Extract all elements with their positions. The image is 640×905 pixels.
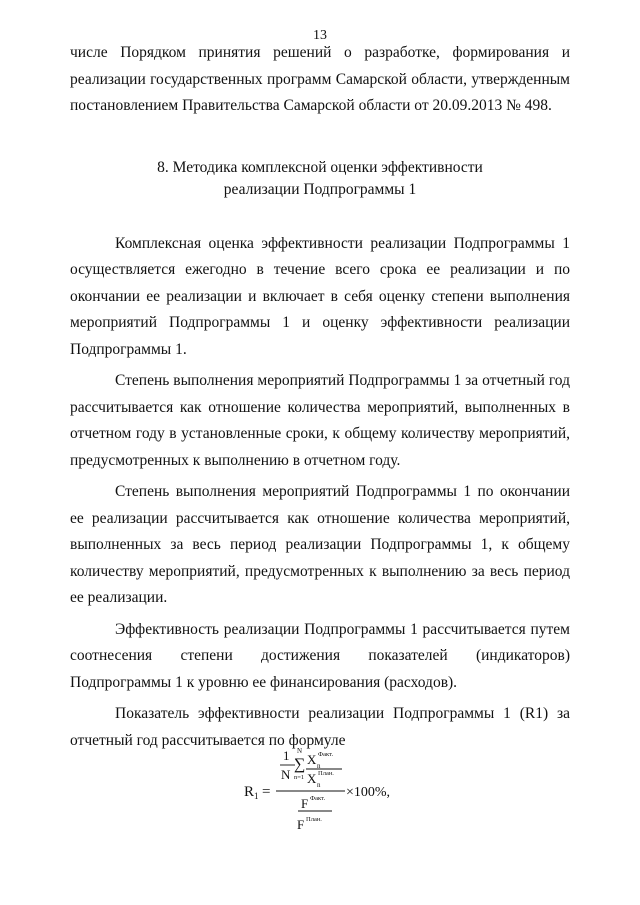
formula-n-sub-1: n	[317, 762, 321, 770]
formula-times-100: ×100%,	[346, 785, 391, 800]
section-heading	[70, 157, 570, 201]
paragraph-complex-assessment: Комплексная оценка эффективности реализации Подпрограммы 1 осуществляется ежегодно в течение всего срока ее реализации и по окончании ее реализации и включает в себя оценку степени выполнения мероприятий Подпрограммы 1 и оценку эффективности реализации Подпрограммы 1.	[70, 234, 570, 358]
formula-N: N	[281, 767, 291, 782]
paragraph-indicator: Показатель эффективности реализации Подпрограммы 1 (R1) за отчетный год рассчитывается по формуле	[70, 705, 570, 749]
formula-svg	[0, 745, 640, 835]
formula-X-plan: X	[307, 771, 317, 786]
paragraph-annual-completion: Степень выполнения мероприятий Подпрограммы 1 за отчетный год рассчитывается как отношение количества мероприятий, выполненных в отчетном году в установленные сроки, к общему количеству мероприятий, предусмотренных к выполнению в отчетном году.	[70, 372, 570, 469]
formula-equals: =	[262, 784, 271, 800]
formula	[0, 745, 640, 840]
section-heading-line-1: 8. Методика комплексной оценки эффективности	[157, 158, 483, 176]
paragraph-continuation: числе Порядком принятия решений о разработке, формирования и реализации государственных программ Самарской области, утвержденным постановлением Правительства Самарской области от 20.09.2013 № 498.	[70, 44, 570, 114]
formula-F-plan: F	[297, 817, 305, 832]
paragraph-efficiency: Эффективность реализации Подпрограммы 1 рассчитывается путем соотнесения степени достижения показателей (индикаторов) Подпрограммы 1 к уровню ее финансирования (расходов).	[70, 620, 570, 691]
sum-lower-limit: n=1	[294, 774, 305, 781]
formula-lhs-sub: 1	[254, 791, 259, 801]
formula-plan-sup-2: План.	[306, 816, 322, 823]
sigma-symbol: ∑	[294, 756, 306, 773]
document-body	[70, 40, 570, 754]
formula-fact-sup-1: Факт.	[318, 751, 334, 758]
formula-fact-sup-2: Факт.	[310, 795, 326, 802]
page-number: 13	[313, 28, 327, 43]
formula-n-sub-2: n	[317, 781, 321, 789]
sum-upper-limit: N	[297, 747, 303, 755]
section-heading-line-2: реализации Подпрограммы 1	[223, 180, 417, 198]
formula-lhs: R	[244, 784, 255, 800]
formula-X-fact: X	[307, 752, 317, 767]
paragraph-final-completion: Степень выполнения мероприятий Подпрограммы 1 по окончании ее реализации рассчитывается как отношение количества мероприятий, выполненных за весь период реализации Подпрограммы 1, к общему количеству мероприятий, предусмотренных к выполнению за весь период ее реализации.	[70, 483, 570, 606]
formula-plan-sup-1: План.	[318, 770, 334, 777]
formula-one: 1	[283, 748, 290, 763]
formula-F-fact: F	[301, 796, 309, 811]
